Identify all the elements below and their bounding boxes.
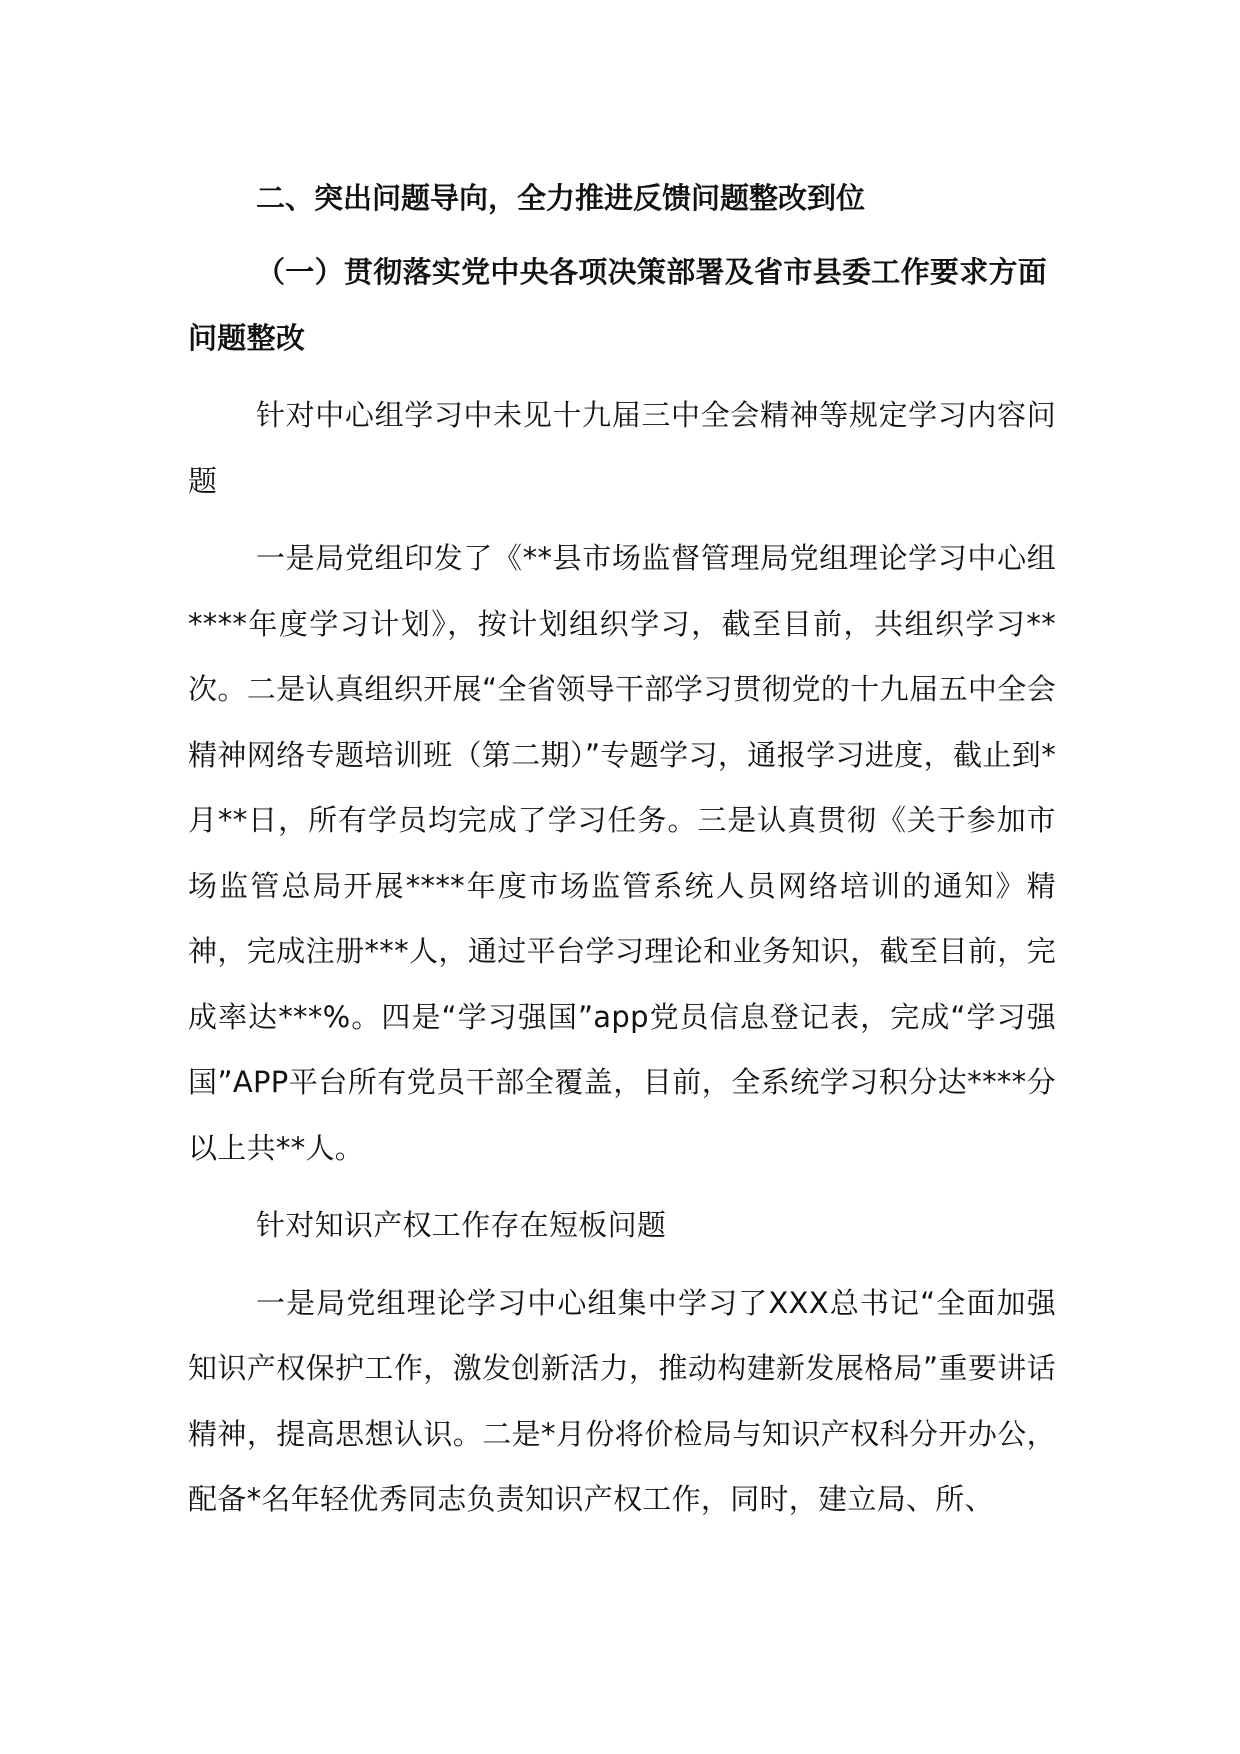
item2-body: 一是局党组理论学习中心组集中学习了XXX总书记“全面加强知识产权保护工作，激发创新活力，推动构建新发展格局”重要讲话精神，提高思想认识。二是*月份将价检局与知识产权科分开办公，配备*名年轻优秀同志负责知识产权工作，同时，建立局、所、 (188, 1285, 1056, 1516)
item1-title: 针对中心组学习中未见十九届三中全会精神等规定学习内容问题 (188, 398, 1056, 498)
item1-body: 一是局党组印发了《**县市场监督管理局党组理论学习中心组****年度学习计划》，按计划组织学习，截至目前，共组织学习**次。二是认真组织开展“全省领导干部学习贯彻党的十九届五中全会精神网络专题培训班（第二期）”专题学习，通报学习进度，截止到*月**日，所有学员均完成了学习任务。三是认真贯彻《关于参加市场监管总局开展****年度市场监管系统人员网络培训的通知》精神，完成注册***人，通过平台学习理论和业务知识，截至目前，完成率达***%。四是“学习强国”app党员信息登记表，完成“学习强国”APP平台所有党员干部全覆盖，目前，全系统学习积分达****分以上共**人。 (188, 541, 1056, 1165)
document-body (188, 165, 1056, 1533)
section-heading: 二、突出问题导向，全力推进反馈问题整改到位 (256, 181, 866, 215)
item2-title: 针对知识产权工作存在短板问题 (256, 1208, 667, 1242)
subsection-heading: （一）贯彻落实党中央各项决策部署及省市县委工作要求方面问题整改 (188, 255, 1048, 355)
